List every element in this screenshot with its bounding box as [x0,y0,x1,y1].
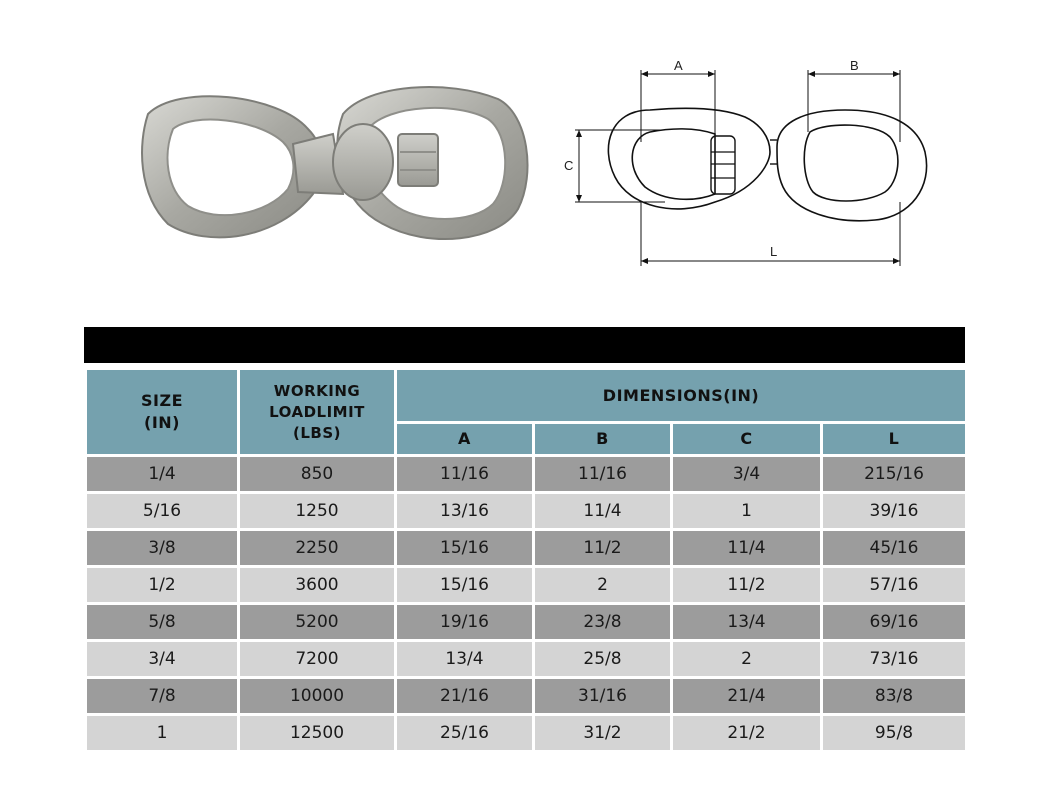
cell-b: 11/2 [534,530,672,567]
cell-l: 57/16 [822,567,967,604]
dimension-c-label: C [564,158,574,173]
cell-wll: 850 [239,456,396,493]
cell-wll: 3600 [239,567,396,604]
dimensions-header: DIMENSIONS(IN) [396,369,967,423]
cell-wll: 12500 [239,715,396,752]
cell-l: 73/16 [822,641,967,678]
dim-col-a-header: A [396,422,534,455]
spec-table [84,367,968,753]
cell-a: 13/16 [396,493,534,530]
cell-c: 13/4 [672,604,822,641]
dimension-l-label: L [770,244,778,259]
cell-size: 3/4 [86,641,239,678]
cell-c: 21/2 [672,715,822,752]
cell-l: 215/16 [822,456,967,493]
dim-col-b-header: B [534,422,672,455]
table-row [86,604,967,641]
cell-wll: 1250 [239,493,396,530]
cell-size: 5/8 [86,604,239,641]
table-title-bar [84,327,965,363]
cell-a: 15/16 [396,567,534,604]
cell-c: 11/4 [672,530,822,567]
cell-l: 45/16 [822,530,967,567]
cell-l: 83/8 [822,678,967,715]
swivel-product-photo [118,74,538,254]
cell-a: 13/4 [396,641,534,678]
cell-c: 3/4 [672,456,822,493]
cell-size: 1/4 [86,456,239,493]
wll-header-line-2: LOADLIMIT [269,402,365,421]
cell-b: 31/2 [534,715,672,752]
swivel-dimension-diagram [555,52,935,270]
cell-b: 25/8 [534,641,672,678]
cell-wll: 5200 [239,604,396,641]
cell-c: 2 [672,641,822,678]
table-row [86,530,967,567]
cell-b: 31/16 [534,678,672,715]
dimension-b-label: B [850,58,859,73]
cell-b: 11/4 [534,493,672,530]
cell-a: 21/16 [396,678,534,715]
dim-col-c-header: C [672,422,822,455]
cell-a: 15/16 [396,530,534,567]
cell-c: 11/2 [672,567,822,604]
size-header-line-1: SIZE [140,391,183,410]
cell-l: 69/16 [822,604,967,641]
table-row [86,641,967,678]
cell-size: 3/8 [86,530,239,567]
table-row [86,456,967,493]
wll-header-line-3: (LBS) [292,423,341,442]
cell-b: 23/8 [534,604,672,641]
wll-header-line-1: WORKING [273,381,361,400]
cell-size: 1 [86,715,239,752]
working-load-limit-header [239,369,396,456]
dimension-a-label: A [674,58,683,73]
table-row [86,678,967,715]
size-header [86,369,239,456]
cell-a: 25/16 [396,715,534,752]
dim-col-l-header: L [822,422,967,455]
cell-wll: 2250 [239,530,396,567]
cell-size: 7/8 [86,678,239,715]
table-row [86,493,967,530]
cell-size: 1/2 [86,567,239,604]
cell-a: 19/16 [396,604,534,641]
cell-l: 95/8 [822,715,967,752]
cell-c: 21/4 [672,678,822,715]
table-row [86,567,967,604]
cell-c: 1 [672,493,822,530]
cell-size: 5/16 [86,493,239,530]
cell-l: 39/16 [822,493,967,530]
size-header-line-2: (IN) [144,413,180,432]
cell-wll: 10000 [239,678,396,715]
table-row [86,715,967,752]
cell-wll: 7200 [239,641,396,678]
cell-a: 11/16 [396,456,534,493]
cell-b: 11/16 [534,456,672,493]
cell-b: 2 [534,567,672,604]
